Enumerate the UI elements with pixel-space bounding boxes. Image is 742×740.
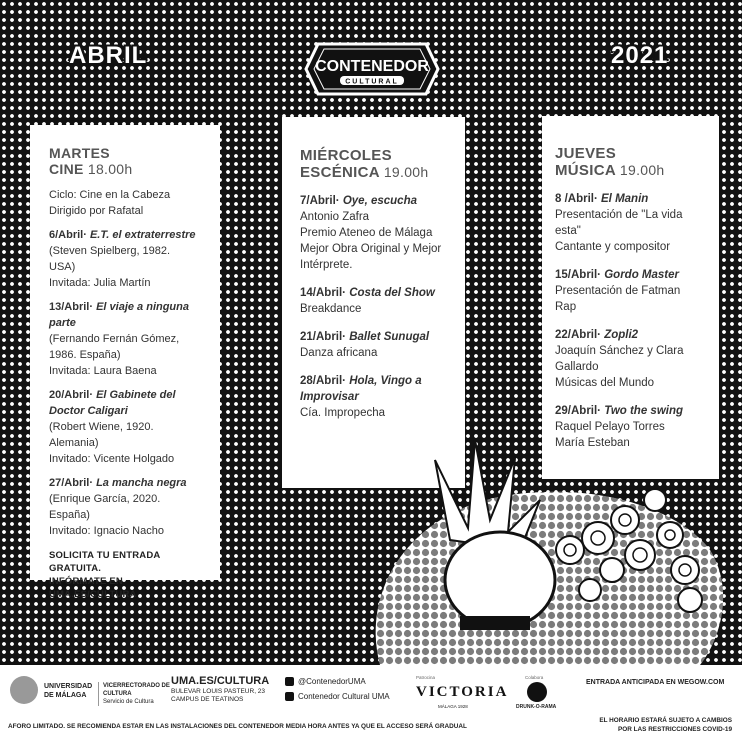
col2-time: 19.00h: [383, 164, 429, 180]
event-title: La mancha negra: [96, 477, 187, 489]
event-date: 27/Abril·: [49, 477, 94, 489]
event-date: 8 /Abril·: [555, 193, 598, 205]
logo-main-text: CONTENEDOR: [315, 58, 429, 75]
event-heading: [49, 299, 204, 331]
event-date: 7/Abril·: [300, 195, 340, 207]
col3-category: MÚSICA 19.00h: [555, 162, 665, 179]
event-detail: Breakdance: [300, 303, 362, 315]
event-date: 20/Abril·: [49, 389, 94, 401]
event-heading: [555, 327, 709, 343]
event-detail: (Enrique García, 2020. España): [49, 493, 161, 521]
event-item: [49, 299, 204, 379]
event-detail: Raquel Pelayo Torres: [555, 421, 665, 433]
event-detail: Músicas del Mundo: [555, 377, 655, 389]
event-heading: [300, 329, 453, 345]
footer-instagram[interactable]: @ContenedorUMA: [285, 677, 366, 686]
event-detail: Cía. Impropecha: [300, 407, 386, 419]
event-detail: Intérprete.: [300, 259, 353, 271]
event-date: 14/Abril·: [300, 287, 347, 299]
year-label: 2021: [611, 42, 669, 69]
event-item: [49, 475, 204, 539]
event-item: [555, 191, 709, 255]
event-detail: Invitado: Vicente Holgado: [49, 453, 175, 465]
col2-category: ESCÉNICA 19.00h: [300, 164, 429, 181]
event-date: 29/Abril·: [555, 405, 602, 417]
month-label: ABRIL: [69, 42, 148, 69]
col1-cta: SOLICITA TU ENTRADA GRATUITA. INFÓRMATE EN UMA.ES/CULTURA: [49, 550, 161, 600]
event-title: Hola, Vingo a Improvisar: [300, 375, 422, 403]
footer-tickets[interactable]: ENTRADA ANTICIPADA EN WEGOW.COM: [586, 679, 725, 686]
facebook-icon: [285, 692, 294, 701]
footer-address: BULEVAR LOUIS PASTEUR, 23 CAMPUS DE TEATINOS: [171, 688, 266, 703]
drunkorama-logo-icon: [527, 682, 547, 702]
drunkorama-label: DRUNK-O-RAMA: [516, 704, 557, 710]
footer-colabora: Colabora: [525, 675, 544, 680]
event-item: [300, 285, 453, 317]
event-date: 22/Abril·: [555, 329, 602, 341]
col1-intro: Ciclo: Cine en la Cabeza Dirigido por Rafatal: [49, 189, 171, 217]
contenedor-logo: [304, 38, 440, 100]
event-item: [555, 267, 709, 315]
footer-web-link[interactable]: UMA.ES/CULTURA: [171, 675, 270, 687]
event-detail: Rap: [555, 301, 577, 313]
col1-day: MARTES: [49, 145, 110, 161]
event-date: 21/Abril·: [300, 331, 347, 343]
event-heading: [300, 193, 453, 209]
footer-facebook[interactable]: Contenedor Cultural UMA: [285, 692, 390, 701]
col1-category: CINE 18.00h: [49, 161, 133, 177]
event-detail: Antonio Zafra: [300, 211, 370, 223]
event-detail: Mejor Obra Original y Mejor: [300, 243, 442, 255]
instagram-icon: [285, 677, 294, 686]
victoria-sub: MÁLAGA 1928: [438, 704, 468, 709]
logo-sub-text: CULTURAL: [345, 78, 399, 86]
event-title: Gordo Master: [604, 269, 679, 281]
col3-time: 19.00h: [619, 162, 665, 178]
event-title: Costa del Show: [349, 287, 435, 299]
event-item: [300, 373, 453, 421]
event-detail: (Fernando Fernán Gómez,: [49, 333, 180, 345]
panel-cine: [30, 125, 220, 600]
event-detail: Cantante y compositor: [555, 241, 671, 253]
event-title: E.T. el extraterrestre: [89, 229, 196, 241]
event-item: [49, 227, 204, 291]
event-detail: Presentación de "La vida esta": [555, 209, 683, 237]
event-item: [300, 193, 453, 273]
footer-aforo: AFORO LIMITADO. SE RECOMIENDA ESTAR EN LAS INSTALACIONES DEL CONTENEDOR MEDIA HORA ANTES YA QUE EL ACCESO SERÁ GRADUAL: [8, 723, 467, 730]
event-title: Ballet Sunugal: [349, 331, 430, 343]
event-title: El Manin: [601, 193, 649, 205]
event-detail: Invitada: Julia Martín: [49, 277, 151, 289]
event-detail: Danza africana: [300, 347, 378, 359]
event-date: 13/Abril·: [49, 301, 94, 313]
event-detail: (Robert Wiene, 1920. Alemania): [49, 421, 154, 449]
footer-vicerrectorado: VICERRECTORADO DE CULTURA Servicio de Cultura: [98, 682, 170, 706]
col2-day: MIÉRCOLES: [300, 147, 392, 164]
event-detail: Premio Ateneo de Málaga: [300, 227, 433, 239]
event-detail: 1986. España): [49, 349, 121, 361]
event-heading: [555, 191, 709, 207]
event-heading: [49, 227, 204, 243]
panel-escenica: [282, 117, 465, 488]
event-detail: Gallardo: [555, 361, 599, 373]
event-title: Oye, escucha: [342, 195, 417, 207]
footer-university: UNIVERSIDAD DE MÁLAGA: [44, 683, 93, 699]
event-heading: [300, 373, 453, 405]
event-detail: (Steven Spielberg, 1982.: [49, 245, 171, 257]
university-seal-icon: [10, 676, 38, 704]
event-item: [555, 327, 709, 391]
event-heading: [300, 285, 453, 301]
event-item: [300, 329, 453, 361]
event-item: [49, 387, 204, 467]
event-title: El Gabinete del Doctor Caligari: [49, 389, 176, 417]
panel-musica: [542, 116, 719, 479]
event-date: 28/Abril·: [300, 375, 347, 387]
event-heading: [555, 267, 709, 283]
event-detail: Joaquín Sánchez y Clara: [555, 345, 684, 357]
event-heading: [49, 387, 204, 419]
event-title: Zopli2: [604, 329, 639, 341]
victoria-logo: VICTORIA: [416, 684, 509, 700]
event-detail: Invitada: Laura Baena: [49, 365, 157, 377]
event-title: Two the swing: [604, 405, 684, 417]
footer-horario: EL HORARIO ESTARÁ SUJETO A CAMBIOS POR LAS RESTRICCIONES COVID-19: [599, 717, 732, 733]
event-detail: María Esteban: [555, 437, 630, 449]
event-detail: Presentación de Fatman: [555, 285, 681, 297]
col1-time: 18.00h: [87, 161, 133, 177]
event-date: 15/Abril·: [555, 269, 602, 281]
event-date: 6/Abril·: [49, 229, 87, 241]
punk-flower-illustration: [340, 440, 740, 665]
event-detail: USA): [49, 261, 76, 273]
footer-patrocina: Patrocina: [416, 675, 436, 680]
col3-day: JUEVES: [555, 145, 616, 162]
event-title: El viaje a ninguna parte: [49, 301, 189, 329]
event-detail: Invitado: Ignacio Nacho: [49, 525, 164, 537]
event-heading: [555, 403, 709, 419]
event-heading: [49, 475, 204, 491]
